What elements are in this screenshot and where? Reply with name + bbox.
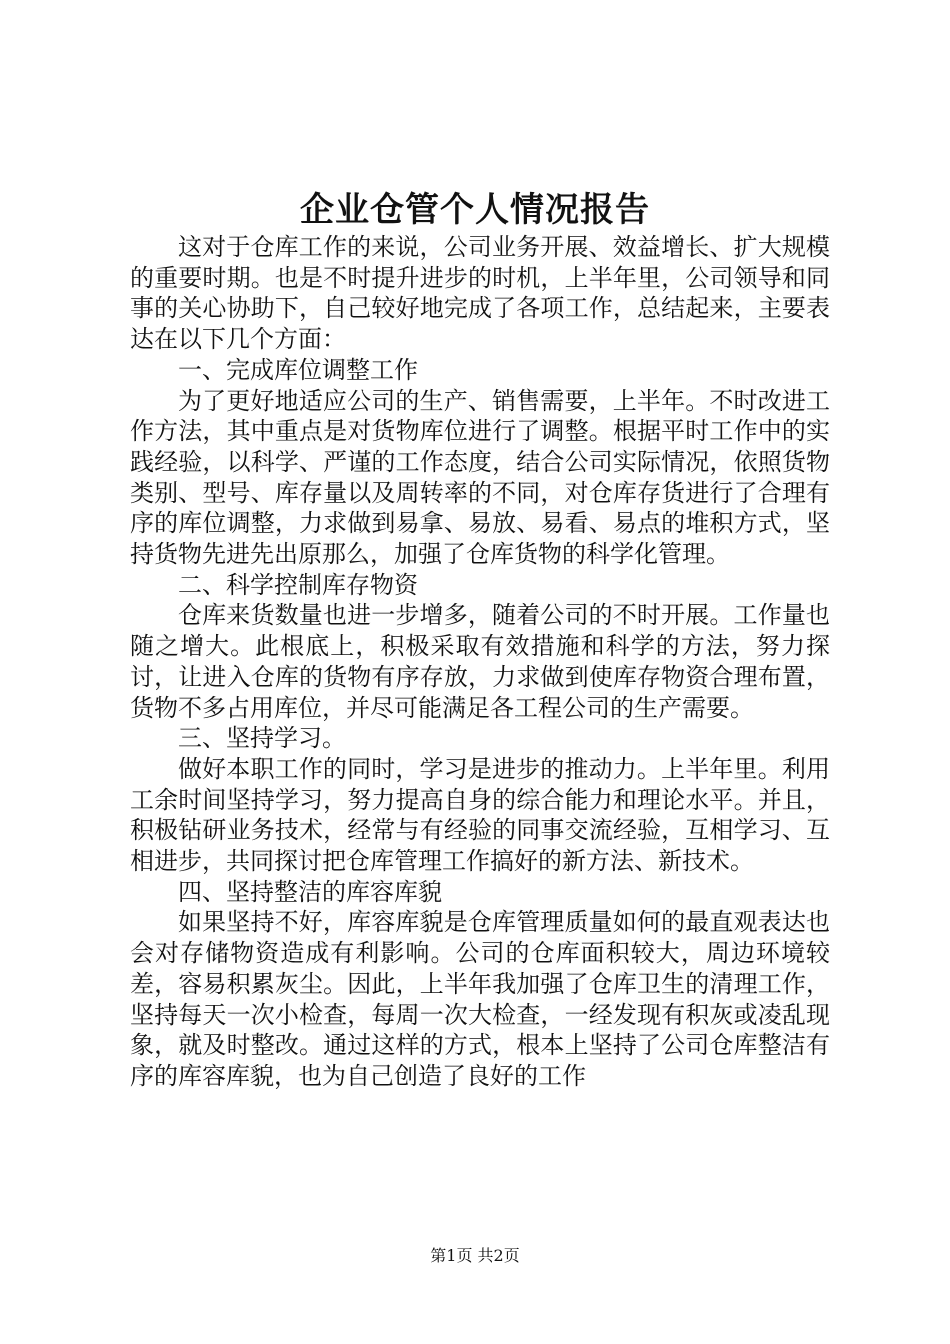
section-paragraph-3: 做好本职工作的同时，学习是进步的推动力。上半年里。利用工余时间坚持学习，努力提高自身的综合能力和理论水平。并且，积极钻研业务技术，经常与有经验的同事交流经验，互相学习、互相进步，共同探讨把仓库管理工作搞好的新方法、新技术。 [130,754,830,876]
section-heading-2: 二、科学控制库存物资 [178,570,418,599]
page-number-footer: 第1页 共2页 [430,1246,520,1265]
section-paragraph-4: 如果坚持不好，库容库貌是仓库管理质量如何的最直观表达也会对存储物资造成有利影响。公司的仓库面积较大，周边环境较差，容易积累灰尘。因此，上半年我加强了仓库卫生的清理工作，坚持每天一次小检查，每周一次大检查，一经发现有积灰或凌乱现象，就及时整改。通过这样的方式，根本上坚持了公司仓库整洁有序的库容库貌，也为自己创造了良好的工作 [130,908,830,1090]
section-heading-4: 四、坚持整洁的库容库貌 [178,877,442,906]
section-paragraph-1: 为了更好地适应公司的生产、销售需要，上半年。不时改进工作方法，其中重点是对货物库位进行了调整。根据平时工作中的实践经验，以科学、严谨的工作态度，结合公司实际情况，依照货物类别、型号、库存量以及周转率的不同，对仓库存货进行了合理有序的库位调整，力求做到易拿、易放、易看、易点的堆积方式，坚持货物先进先出原那么，加强了仓库货物的科学化管理。 [130,386,830,569]
section-heading-3: 三、坚持学习。 [178,724,346,753]
section-heading-1: 一、完成库位调整工作 [178,355,418,384]
document-body [130,232,830,1092]
section-paragraph-2: 仓库来货数量也进一步增多，随着公司的不时开展。工作量也随之增大。此根底上，积极采取有效措施和科学的方法，努力探讨，让进入仓库的货物有序存放，力求做到使库存物资合理布置，货物不多占用库位，并尽可能满足各工程公司的生产需要。 [130,601,830,722]
intro-paragraph: 这对于仓库工作的来说，公司业务开展、效益增长、扩大规模的重要时期。也是不时提升进步的时机，上半年里，公司领导和同事的关心协助下，自己较好地完成了各项工作，总结起来，主要表达在以下几个方面： [130,233,830,354]
document-title: 企业仓管个人情况报告 [300,190,650,230]
